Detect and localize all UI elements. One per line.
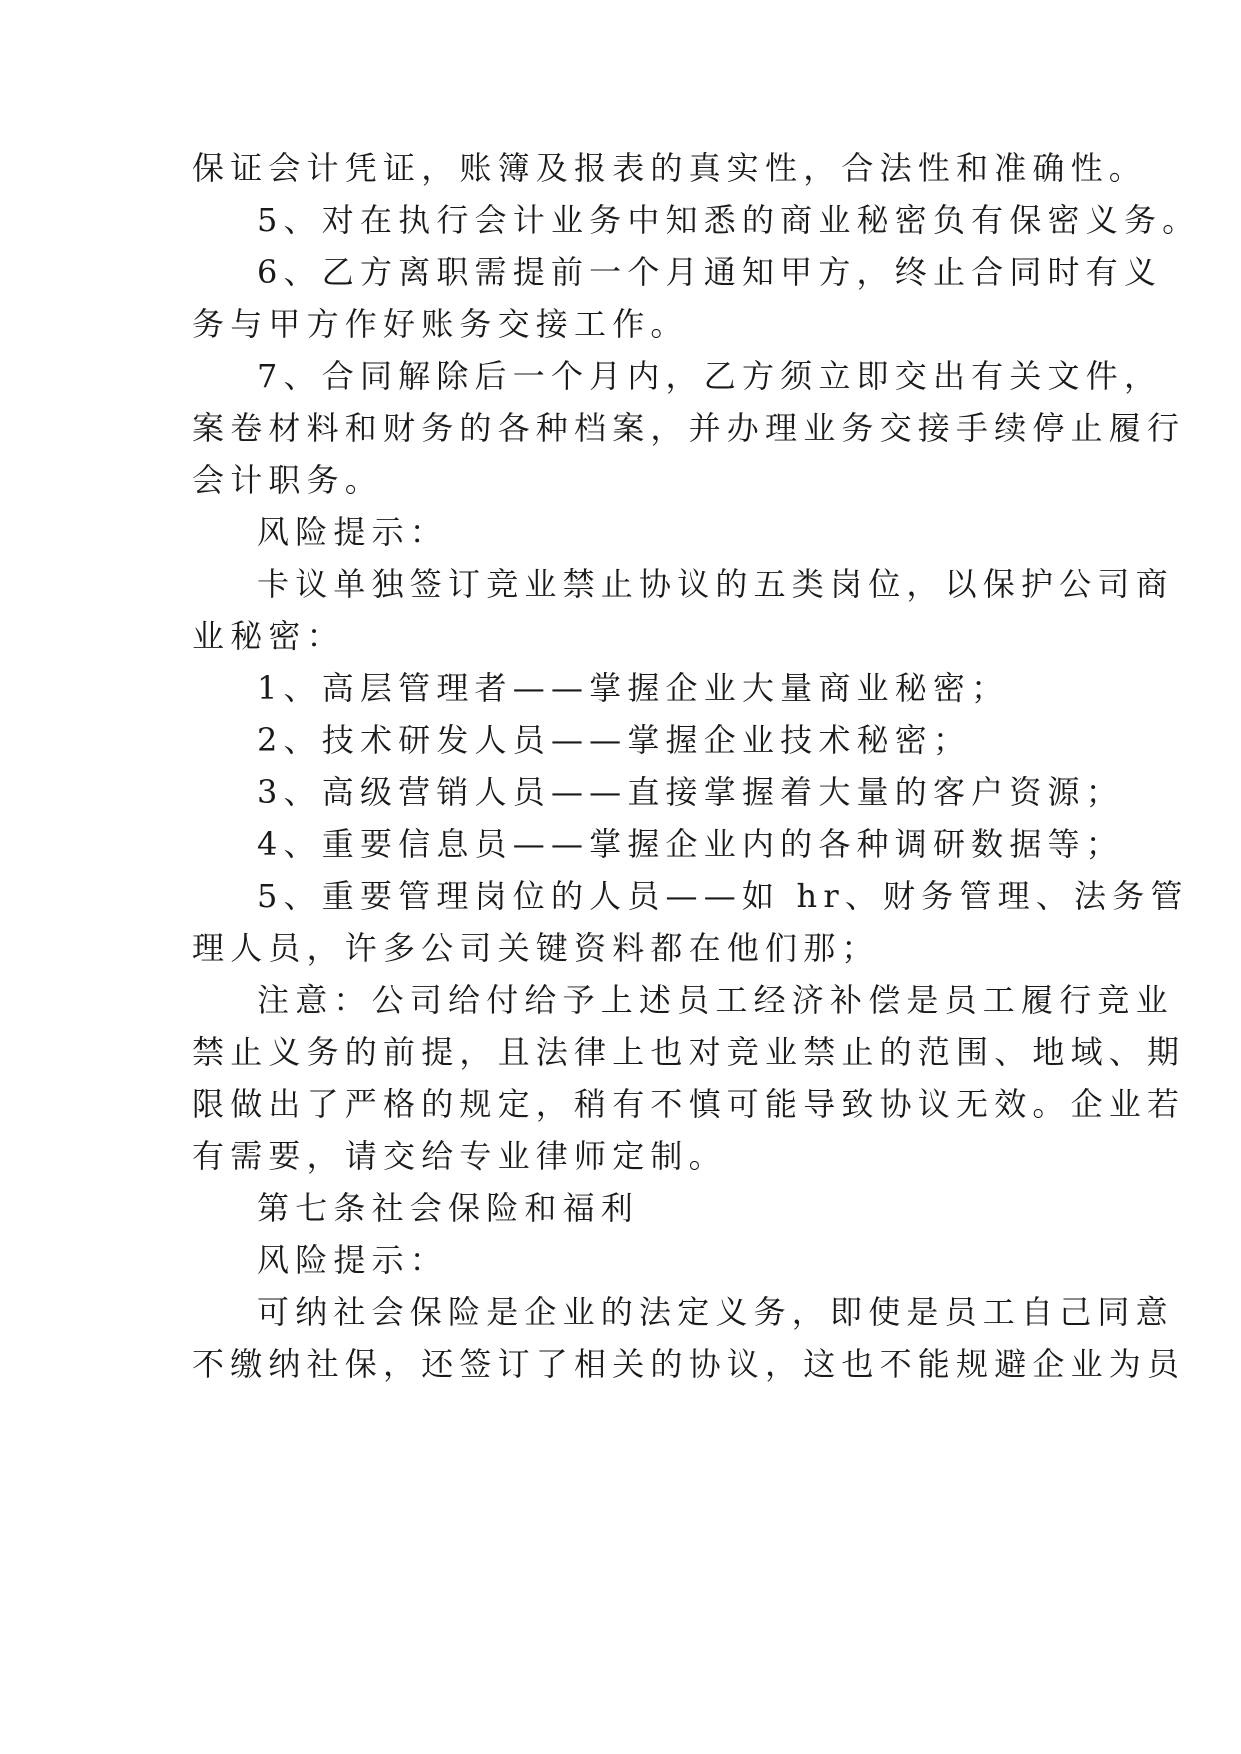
text-line: 禁止义务的前提，且法律上也对竞业禁止的范围、地域、期 [192, 1033, 1186, 1071]
text-line: 业秘密： [192, 617, 345, 655]
text-line: 1、高层管理者——掌握企业大量商业秘密； [257, 669, 1010, 707]
text-line: 7、合同解除后一个月内，乙方须立即交出有关文件， [257, 357, 1163, 395]
text-line: 注意：公司给付给予上述员工经济补偿是员工履行竞业 [257, 981, 1174, 1019]
text-line: 5、重要管理岗位的人员——如 hr、财务管理、法务管 [257, 877, 1189, 915]
text-line: 保证会计凭证，账簿及报表的真实性，合法性和准确性。 [192, 149, 1148, 187]
text-line: 4、重要信息员——掌握企业内的各种调研数据等； [257, 825, 1124, 863]
text-line: 风险提示： [257, 513, 449, 551]
text-line: 理人员，许多公司关键资料都在他们那； [192, 929, 880, 967]
text-line: 会计职务。 [192, 461, 384, 499]
text-line: 2、技术研发人员——掌握企业技术秘密； [257, 721, 972, 759]
text-line: 卡议单独签订竞业禁止协议的五类岗位，以保护公司商 [257, 565, 1174, 603]
text-line: 6、乙方离职需提前一个月通知甲方，终止合同时有义 [257, 253, 1163, 291]
text-line: 限做出了严格的规定，稍有不慎可能导致协议无效。企业若 [192, 1085, 1186, 1123]
text-line: 不缴纳社保，还签订了相关的协议，这也不能规避企业为员 [192, 1345, 1186, 1383]
text-line: 5、对在执行会计业务中知悉的商业秘密负有保密义务。 [257, 201, 1201, 239]
text-line: 风险提示： [257, 1241, 449, 1279]
text-line: 务与甲方作好账务交接工作。 [192, 305, 689, 343]
text-line: 有需要，请交给专业律师定制。 [192, 1137, 727, 1175]
section-heading: 第七条社会保险和福利 [257, 1189, 640, 1227]
text-line: 可纳社会保险是企业的法定义务，即使是员工自己同意 [257, 1293, 1174, 1331]
text-line: 案卷材料和财务的各种档案，并办理业务交接手续停止履行 [192, 409, 1186, 447]
text-line: 3、高级营销人员——直接掌握着大量的客户资源； [257, 773, 1124, 811]
